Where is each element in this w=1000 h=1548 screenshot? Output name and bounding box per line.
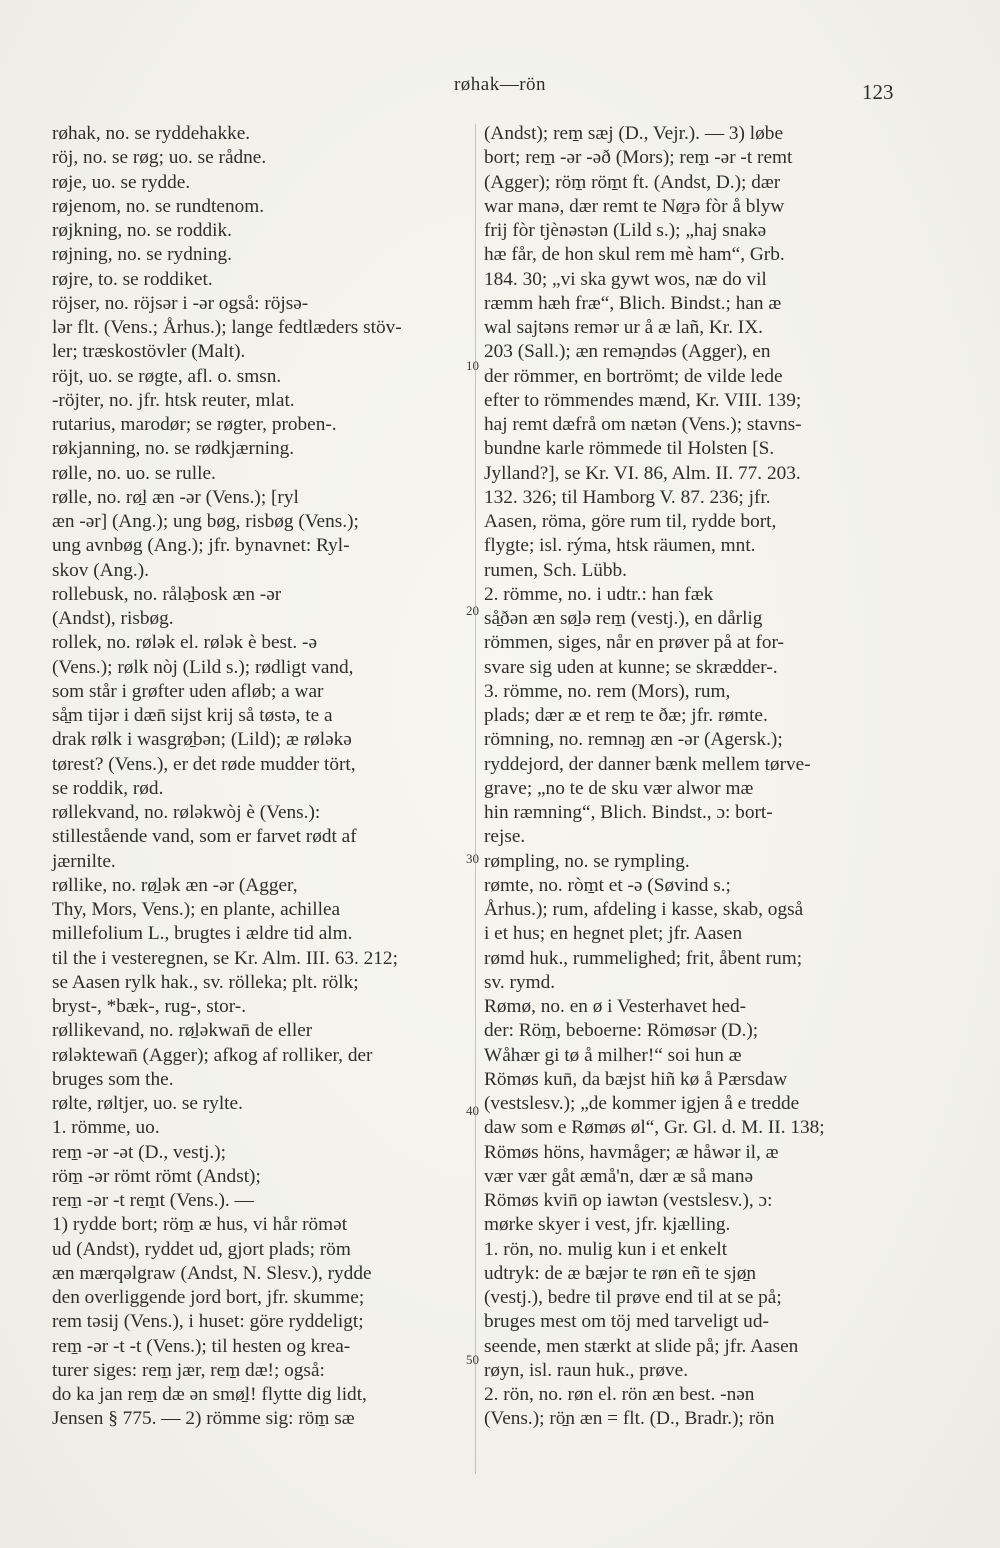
- line-number: 10: [466, 358, 479, 373]
- text-line: rem̱ -ər -ət (D., vestj.);: [52, 1141, 226, 1163]
- text-line: bort; rem̱ -ər -əð (Mors); rem̱ -ər -t remt: [484, 147, 793, 169]
- text-line: 132. 326; til Hamborg V. 87. 236; jfr.: [484, 486, 771, 508]
- text-line: røllike, no. rø̱lək æn -ər (Agger,: [52, 874, 298, 896]
- text-line: røjkning, no. se roddik.: [52, 220, 232, 241]
- text-line: røyn, isl. raun huk., prøve.: [484, 1359, 689, 1381]
- text-line: som står i grøfter uden afløb; a war: [52, 680, 324, 702]
- text-line: Römøs höns, havmåger; æ håwər il, æ: [484, 1141, 779, 1163]
- column-divider: [475, 124, 476, 1474]
- text-line: røllekvand, no. røləkwòj è (Vens.):: [52, 802, 321, 823]
- text-line: røjning, no. se rydning.: [52, 244, 232, 266]
- text-line: sv. rymd.: [484, 971, 556, 993]
- text-line: (Andst); rem̱ sæj (D., Vejr.). — 3) løbe: [484, 123, 783, 144]
- line-number: 30: [466, 851, 479, 866]
- left-column: [52, 122, 464, 1432]
- text-line: 2. rön, no. røn el. rön æn best. -nən: [484, 1384, 755, 1405]
- page-number: 123: [862, 80, 894, 104]
- text-line: så̱m tijər i dæn̄ sijst krij så tøstə, te a: [52, 705, 333, 726]
- text-line: den overliggende jord bort, jfr. skumme;: [52, 1287, 365, 1308]
- text-line: rølle, no. rø̱l æn -ər (Vens.); [ryl: [52, 486, 299, 508]
- line-number: 20: [466, 603, 479, 618]
- text-line: røjre, to. se roddiket.: [52, 268, 213, 290]
- text-line: rumen, Sch. Lübb.: [484, 559, 627, 581]
- text-line: så̱ðən æn sø̱lə rem̱ (vestj.), en dårlig: [484, 608, 763, 629]
- text-line: i et hus; en hegnet plet; jfr. Aasen: [484, 923, 743, 945]
- text-line: til the i vesteregnen, se Kr. Alm. III. 63. 212;: [52, 947, 398, 969]
- text-line: (vestslesv.); „de kommer igjen å e tredde: [484, 1093, 800, 1114]
- text-line: røllikevand, no. rø̱ləkwan̄ de eller: [52, 1020, 313, 1042]
- text-line: rømd huk., rummelighed; frit, åbent rum;: [484, 947, 803, 969]
- text-line: skov (Ang.).: [52, 559, 149, 581]
- text-line: 1. römme, uo.: [52, 1117, 160, 1139]
- text-line: bruges som the.: [52, 1068, 174, 1090]
- text-line: wal sajtəns remər ur å æ lañ, Kr. IX.: [484, 317, 763, 338]
- text-line: rollek, no. rølək el. rølək è best. -ə: [52, 632, 318, 654]
- text-line: vær vær gåt æmå'n, dær æ så manə: [484, 1165, 754, 1187]
- text-line: mørke skyer i vest, jfr. kjælling.: [484, 1214, 731, 1236]
- text-line: rømte, no. ròm̱t et -ə (Søvind s.;: [484, 874, 731, 896]
- text-line: rem təsij (Vens.), i huset: göre ryddeligt;: [52, 1311, 364, 1333]
- text-line: ræmm hæh fræ“, Blich. Bindst.; han æ: [484, 292, 782, 314]
- text-line: römning, no. remnə̱ŋ æn -ər (Agersk.);: [484, 729, 783, 751]
- text-line: (Vens.); rö̱n æn = flt. (D., Bradr.); rön: [484, 1408, 775, 1430]
- text-line: röjser, no. röjsər i -ər også: röjsə-: [52, 292, 309, 314]
- text-line: rollebusk, no. rålə̱bosk æn -ər: [52, 583, 282, 605]
- text-line: lər flt. (Vens.; Århus.); lange fedtlæders stöv-: [52, 317, 402, 338]
- text-line: röm̱ -ər römt römt (Andst);: [52, 1165, 261, 1187]
- text-line: ud (Andst), ryddet ud, gjort plads; röm: [52, 1238, 351, 1260]
- text-line: der: Röm̱, beboerne: Römøsər (D.);: [484, 1020, 759, 1042]
- text-line: do ka jan rem̱ dæ ən smø̱l! flytte dig lidt,: [52, 1384, 367, 1405]
- text-line: stillestående vand, som er farvet rødt af: [52, 826, 357, 848]
- text-line: hæ får, de hon skul rem mè ham“, Grb.: [484, 244, 785, 266]
- text-line: bryst-, *bæk-, rug-, stor-.: [52, 996, 247, 1017]
- text-line: daw som e Rømøs øl“, Gr. Gl. d. M. II. 138;: [484, 1117, 825, 1139]
- text-line: rutarius, marodør; se røgter, proben-.: [52, 414, 337, 435]
- text-line: haj remt dæfrå om nætən (Vens.); stavns-: [484, 414, 802, 435]
- text-line: se roddik, rød.: [52, 777, 164, 799]
- text-line: svare sig uden at kunne; se skrædder-.: [484, 656, 778, 678]
- text-line: rem̱ -ər -t rem̱t (Vens.). —: [52, 1190, 254, 1211]
- text-line: jærnilte.: [52, 850, 116, 872]
- text-line: drak rølk i wasgrø̱bən; (Lild); æ røləkə: [52, 729, 352, 751]
- text-line: se Aasen rylk hak., sv. rölleka; plt. rölk;: [52, 971, 359, 993]
- text-line: røkjanning, no. se rødkjærning.: [52, 438, 295, 460]
- text-line: frij fòr tjènəstən (Lild s.); „haj snakə: [484, 220, 767, 241]
- text-line: (Vens.); rølk nòj (Lild s.); rødligt vand,: [52, 656, 354, 678]
- text-line: hin ræmning“, Blich. Bindst., ɔ: bort-: [484, 802, 773, 823]
- text-line: plads; dær æ et rem̱ te ðæ; jfr. rømte.: [484, 705, 768, 726]
- line-number: 40: [466, 1103, 479, 1118]
- text-line: Römøs kvin̄ op iawtən (vestslesv.), ɔ:: [484, 1190, 773, 1211]
- right-column: [484, 122, 912, 1432]
- text-line: 3. römme, no. rem (Mors), rum,: [484, 680, 731, 702]
- text-line: Römøs kun̄, da bæjst hiñ kø å Pærsdaw: [484, 1068, 788, 1090]
- text-line: 184. 30; „vi ska gywt wos, næ do vil: [484, 268, 767, 290]
- text-line: udtryk: de æ bæjər te røn eñ te sjø̱n: [484, 1262, 757, 1284]
- text-line: röjt, uo. se røgte, afl. o. smsn.: [52, 365, 282, 387]
- text-line: röj, no. se røg; uo. se rådne.: [52, 147, 267, 169]
- text-line: æn -ər] (Ang.); ung bøg, risbøg (Vens.);: [52, 511, 359, 532]
- text-line: turer siges: rem̱ jær, rem̱ dæ!; også:: [52, 1359, 325, 1381]
- text-line: 1. rön, no. mulig kun i et enkelt: [484, 1238, 728, 1260]
- text-line: efter to römmendes mænd, Kr. VIII. 139;: [484, 389, 802, 411]
- running-head: røhak—rön: [453, 74, 547, 95]
- text-line: røje, uo. se rydde.: [52, 171, 191, 193]
- text-line: rem̱ -ər -t -t (Vens.); til hesten og krea-: [52, 1335, 351, 1357]
- text-line: war manə, dær remt te Nø̱rə fòr å blyw: [484, 195, 785, 217]
- line-number: 50: [466, 1352, 479, 1367]
- text-line: rejse.: [484, 826, 526, 848]
- text-line: Aasen, röma, göre rum til, rydde bort,: [484, 511, 777, 532]
- text-line: røləktewan̄ (Agger); afkog af rolliker, der: [52, 1044, 373, 1066]
- text-line: römmen, siges, når en prøver på at for-: [484, 632, 784, 654]
- text-line: Jensen § 775. — 2) römme sig: röm̱ sæ: [52, 1408, 355, 1430]
- text-line: bruges mest om töj med tarveligt ud-: [484, 1311, 769, 1333]
- text-line: Jylland?], se Kr. VI. 86, Alm. II. 77. 203.: [484, 462, 801, 484]
- text-line: røhak, no. se ryddehakke.: [52, 123, 251, 144]
- text-line: Wåhær gi tø å milher!“ soi hun æ: [484, 1044, 742, 1066]
- text-line: tørest? (Vens.), er det røde mudder tört,: [52, 753, 356, 775]
- text-line: rølte, røltjer, uo. se rylte.: [52, 1093, 243, 1114]
- text-line: Rømø, no. en ø i Vesterhavet hed-: [484, 996, 747, 1017]
- text-line: seende, men stærkt at slide på; jfr. Aasen: [484, 1335, 799, 1357]
- text-line: æn mærqəlgraw (Andst, N. Slesv.), rydde: [52, 1262, 372, 1284]
- text-line: 1) rydde bort; röm̱ æ hus, vi hår römət: [52, 1214, 348, 1236]
- text-line: røjenom, no. se rundtenom.: [52, 195, 265, 217]
- text-line: 203 (Sall.); æn remə̱ndəs (Agger), en: [484, 341, 771, 363]
- text-line: flygte; isl. rýma, htsk räumen, mnt.: [484, 535, 756, 557]
- text-line: ung avnbøg (Ang.); jfr. bynavnet: Ryl-: [52, 535, 350, 557]
- text-line: bundne karle römmede til Holsten [S.: [484, 438, 775, 460]
- text-line: ryddejord, der danner bænk mellem tørve-: [484, 753, 811, 775]
- text-line: rømpling, no. se rympling.: [484, 850, 690, 872]
- text-line: grave; „no te de sku vær alwor mæ: [484, 777, 754, 799]
- text-line: Århus.); rum, afdeling i kasse, skab, også: [484, 899, 804, 920]
- text-line: 2. römme, no. i udtr.: han fæk: [484, 583, 714, 605]
- text-line: ler; træskostövler (Malt).: [52, 341, 246, 363]
- text-line: (Andst), risbøg.: [52, 608, 174, 629]
- text-line: der römmer, en bortrömt; de vilde lede: [484, 365, 783, 387]
- text-line: -röjter, no. jfr. htsk reuter, mlat.: [52, 389, 295, 411]
- text-line: Thy, Mors, Vens.); en plante, achillea: [52, 899, 341, 920]
- text-line: (vestj.), bedre til prøve end til at se på;: [484, 1287, 782, 1308]
- text-line: rølle, no. uo. se rulle.: [52, 462, 216, 484]
- text-line: (Agger); röm̱ röm̱t ft. (Andst, D.); dær: [484, 171, 781, 193]
- text-line: millefolium L., brugtes i ældre tid alm.: [52, 923, 353, 945]
